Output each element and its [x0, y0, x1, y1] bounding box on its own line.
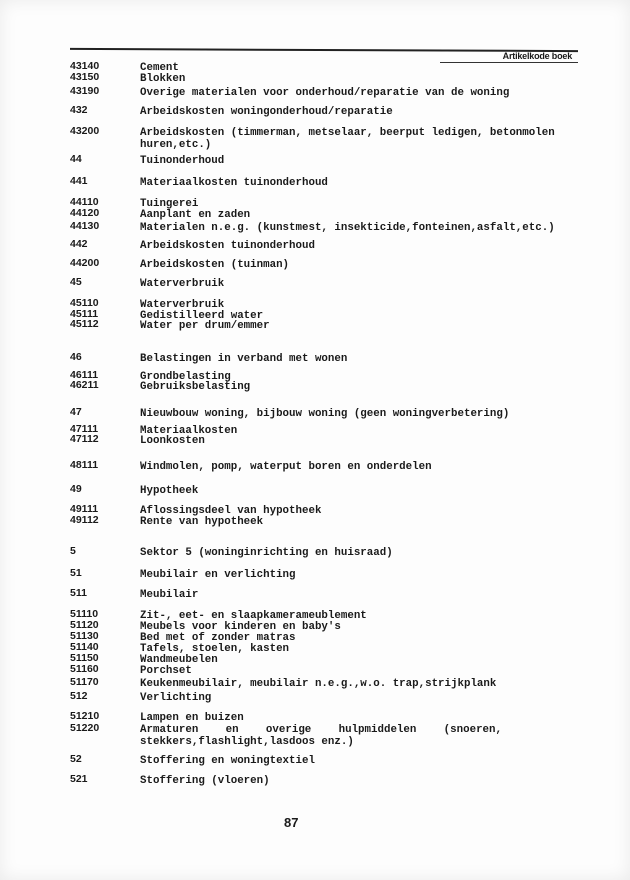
item-code: 44130: [70, 220, 100, 232]
item-description: Wandmeubelen: [140, 654, 218, 666]
item-code: 51140: [70, 641, 99, 653]
item-code: 44: [70, 153, 82, 165]
item-code: 49: [70, 483, 82, 495]
item-description: Arbeidskosten (tuinman): [140, 259, 290, 271]
item-code: 46211: [70, 379, 99, 391]
item-description: Blokken: [140, 73, 186, 85]
item-code: 432: [70, 104, 88, 116]
item-description: Gedistilleerd water: [140, 310, 264, 322]
item-code: 48111: [70, 459, 99, 471]
item-description-continued: stekkers,flashlight,lasdoos enz.): [140, 736, 354, 748]
item-code: 51130: [70, 630, 99, 642]
item-code: 43150: [70, 71, 100, 83]
item-code: 44120: [70, 207, 100, 219]
item-code: 51170: [70, 676, 99, 688]
item-description: Sektor 5 (woninginrichting en huisraad): [140, 547, 393, 559]
item-description: Armaturen en overige hulpmiddelen (snoeren,: [140, 724, 502, 736]
item-code: 46: [70, 351, 82, 363]
item-code: 512: [70, 690, 88, 702]
item-code: 43190: [70, 85, 100, 97]
item-code: 51110: [70, 608, 99, 620]
item-description: Lampen en buizen: [140, 712, 244, 724]
item-description: Waterverbruik: [140, 299, 225, 311]
item-description: Meubilair: [140, 589, 199, 601]
item-description: Hypotheek: [140, 485, 199, 497]
item-description: Rente van hypotheek: [140, 516, 264, 528]
item-description: Stoffering (vloeren): [140, 775, 270, 787]
item-description: Belastingen in verband met wonen: [140, 353, 348, 365]
item-description: Bed met of zonder matras: [140, 632, 296, 644]
item-description: Zit-, eet- en slaapkamerameublement: [140, 610, 367, 622]
item-description: Meubels voor kinderen en baby's: [140, 621, 341, 633]
item-description: Arbeidskosten tuinonderhoud: [140, 240, 315, 252]
item-code: 51120: [70, 619, 99, 631]
item-code: 44110: [70, 196, 99, 208]
item-description: Porchset: [140, 665, 192, 677]
item-code: 47111: [70, 423, 99, 435]
item-code: 46111: [70, 369, 99, 381]
item-description: Grondbelasting: [140, 371, 231, 383]
item-code: 45: [70, 276, 82, 288]
item-code: 45110: [70, 297, 99, 309]
item-code: 43200: [70, 125, 100, 137]
item-code: 51150: [70, 652, 99, 664]
item-code: 47112: [70, 433, 99, 445]
item-code: 442: [70, 238, 88, 250]
item-description: Keukenmeubilair, meubilair n.e.g.,w.o. trap,strijkplank: [140, 678, 497, 690]
item-description: Overige materialen voor onderhoud/reparatie van de woning: [140, 87, 510, 99]
item-description: Aanplant en zaden: [140, 209, 251, 221]
item-description: Meubilair en verlichting: [140, 569, 296, 581]
item-code: 5: [70, 545, 76, 557]
item-code: 51220: [70, 722, 100, 734]
item-description: Nieuwbouw woning, bijbouw woning (geen woningverbetering): [140, 408, 510, 420]
item-code: 51210: [70, 710, 100, 722]
item-description: Loonkosten: [140, 435, 205, 447]
header-underline: [440, 62, 578, 63]
item-code: 43140: [70, 60, 100, 72]
item-description: Tuingerei: [140, 198, 199, 210]
item-description: Verlichting: [140, 692, 212, 704]
item-description: Tafels, stoelen, kasten: [140, 643, 290, 655]
item-code: 49111: [70, 503, 99, 515]
item-code: 521: [70, 773, 88, 785]
item-code: 44200: [70, 257, 100, 269]
item-code: 45112: [70, 318, 99, 330]
item-code: 47: [70, 406, 82, 418]
item-description: Tuinonderhoud: [140, 155, 225, 167]
item-description: Materiaalkosten tuinonderhoud: [140, 177, 328, 189]
item-description: Materialen n.e.g. (kunstmest, insekticide,fonteinen,asfalt,etc.): [140, 222, 555, 234]
item-code: 49112: [70, 514, 99, 526]
item-code: 511: [70, 587, 87, 599]
item-description: Cement: [140, 62, 179, 74]
item-description: Arbeidskosten woningonderhoud/reparatie: [140, 106, 393, 118]
item-description: Aflossingsdeel van hypotheek: [140, 505, 322, 517]
item-description: Windmolen, pomp, waterput boren en onderdelen: [140, 461, 432, 473]
item-code: 45111: [70, 308, 99, 320]
item-code: 51160: [70, 663, 99, 675]
item-description: Water per drum/emmer: [140, 320, 270, 332]
item-code: 441: [70, 175, 88, 187]
item-description: Waterverbruik: [140, 278, 225, 290]
page-number: 87: [284, 815, 299, 830]
item-code: 51: [70, 567, 82, 579]
item-description: Materiaalkosten: [140, 425, 238, 437]
item-description: Stoffering en woningtextiel: [140, 755, 315, 767]
item-code: 52: [70, 753, 82, 765]
item-description-continued: huren,etc.): [140, 139, 212, 151]
item-description: Gebruiksbelasting: [140, 381, 251, 393]
item-description: Arbeidskosten (timmerman, metselaar, beerput ledigen, betonmolen: [140, 127, 555, 139]
running-header: Artikelkode boek: [502, 51, 572, 61]
